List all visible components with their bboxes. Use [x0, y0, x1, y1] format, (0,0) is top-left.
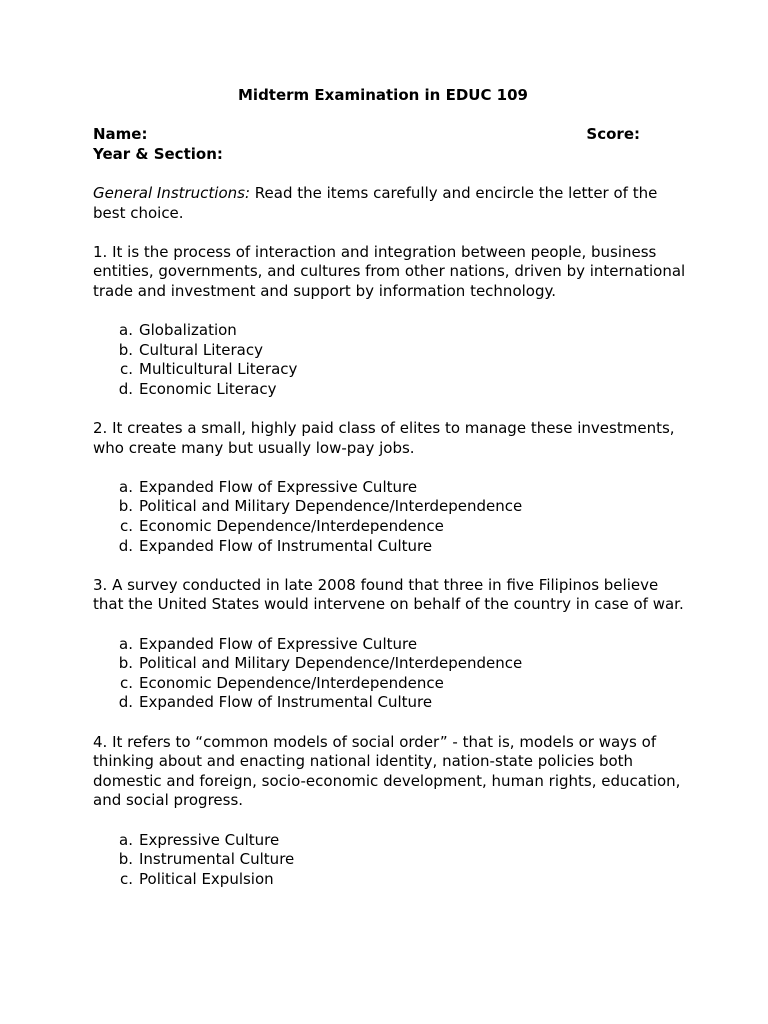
question-4: 4. It refers to “common models of social order” - that is, models or ways of thinking about and enacting national identity, nation-state policies both domestic and foreign, socio-economic development, human rights, education, and social progress. — [93, 732, 681, 810]
choice-item[interactable] — [93, 360, 693, 380]
choice-letter: b. — [118, 497, 133, 516]
choice-text: Expanded Flow of Expressive Culture — [139, 634, 418, 653]
choice-letter: b. — [118, 850, 133, 869]
exam-document — [93, 86, 693, 889]
choice-letter: b. — [118, 654, 133, 673]
choice-text: Economic Dependence/Interdependence — [139, 673, 444, 692]
choice-text: Political and Military Dependence/Interdependence — [139, 654, 523, 673]
choice-letter: c. — [119, 673, 133, 692]
choice-text: Expanded Flow of Instrumental Culture — [139, 536, 433, 555]
choice-letter: a. — [119, 321, 133, 340]
choice-item[interactable] — [93, 654, 693, 674]
score-label: Score: — [586, 125, 640, 144]
choice-text: Economic Literacy — [139, 379, 277, 398]
question-2-choices — [93, 478, 693, 556]
choice-item[interactable] — [93, 870, 693, 890]
choice-item[interactable] — [93, 537, 693, 557]
choice-letter: c. — [119, 517, 133, 536]
question-1-choices — [93, 321, 693, 399]
choice-text: Political Expulsion — [139, 869, 274, 888]
choice-letter: d. — [118, 693, 133, 712]
choice-item[interactable] — [93, 478, 693, 498]
question-2: 2. It creates a small, highly paid class of elites to manage these investments, who create many but usually low-pay jobs. — [93, 419, 675, 457]
choice-text: Expressive Culture — [139, 830, 280, 849]
choice-item[interactable] — [93, 497, 693, 517]
choice-text: Expanded Flow of Instrumental Culture — [139, 693, 433, 712]
choice-item[interactable] — [93, 850, 693, 870]
choice-letter: d. — [118, 379, 133, 398]
name-score-row — [93, 125, 640, 145]
choice-letter: c. — [119, 869, 133, 888]
choice-letter: a. — [119, 634, 133, 653]
choice-item[interactable] — [93, 635, 693, 655]
choice-text: Economic Dependence/Interdependence — [139, 517, 444, 536]
choice-text: Cultural Literacy — [139, 340, 263, 359]
choice-text: Political and Military Dependence/Interdependence — [139, 497, 523, 516]
choice-text: Expanded Flow of Expressive Culture — [139, 477, 418, 496]
question-3-choices — [93, 635, 693, 713]
name-label: Name: — [93, 125, 148, 144]
choice-letter: b. — [118, 340, 133, 359]
general-instructions — [93, 184, 693, 223]
year-section-label: Year & Section: — [93, 144, 223, 163]
choice-text: Multicultural Literacy — [139, 360, 298, 379]
question-1: 1. It is the process of interaction and integration between people, business entities, governments, and cultures from other nations, driven by international trade and investment and support by information technology. — [93, 242, 686, 300]
instructions-label: General Instructions: — [93, 183, 251, 202]
choice-item[interactable] — [93, 517, 693, 537]
instructions-text: Read the items carefully and encircle the letter of the best choice. — [93, 183, 658, 222]
page-title: Midterm Examination in EDUC 109 — [238, 86, 528, 104]
choice-item[interactable] — [93, 693, 693, 713]
choice-letter: a. — [119, 830, 133, 849]
choice-item[interactable] — [93, 341, 693, 361]
choice-letter: c. — [119, 360, 133, 379]
choice-letter: d. — [118, 536, 133, 555]
choice-item[interactable] — [93, 321, 693, 341]
choice-text: Instrumental Culture — [139, 850, 295, 869]
choice-item[interactable] — [93, 380, 693, 400]
question-3: 3. A survey conducted in late 2008 found that three in five Filipinos believe that the United States would intervene on behalf of the country in case of war. — [93, 575, 684, 614]
choice-item[interactable] — [93, 674, 693, 694]
question-4-choices — [93, 831, 693, 890]
choice-item[interactable] — [93, 831, 693, 851]
choice-letter: a. — [119, 477, 133, 496]
choice-text: Globalization — [139, 321, 237, 340]
